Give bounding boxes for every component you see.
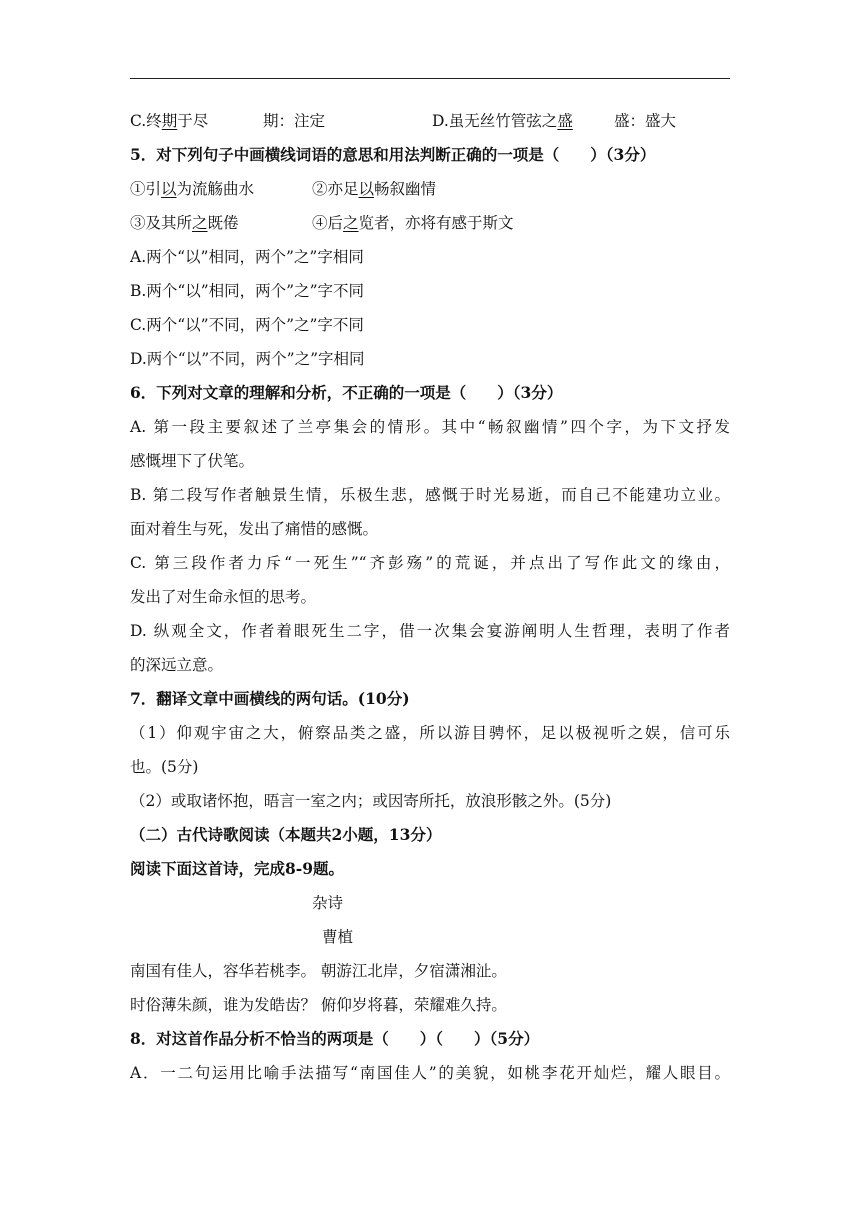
- q4-option-c-gloss: 期：注定: [263, 112, 326, 130]
- poem-line-2: 时俗薄朱颜，谁为发皓齿？ 俯仰岁将暮，荣耀难久持。: [130, 996, 507, 1014]
- option-text: D.虽无丝竹管弦之: [432, 112, 558, 130]
- q6-option-a-line2: 感慨埋下了伏笔。: [130, 452, 255, 470]
- q6-option-a-line1: A. 第一段主要叙述了兰亭集会的情形。其中“畅叙幽情”四个字，为下文抒发: [130, 418, 730, 436]
- q8-stem: 8．对这首作品分析不恰当的两项是（ ）（ ）（5分）: [130, 1029, 540, 1048]
- q6-option-b-line2: 面对着生与死，发出了痛惜的感慨。: [130, 520, 379, 538]
- q5-option-a: A.两个“以”相同，两个”之”字相同: [130, 248, 364, 266]
- q4-option-d-gloss: 盛：盛大: [614, 112, 677, 130]
- underlined-word: 期: [161, 112, 178, 130]
- q8-option-a: A．一二句运用比喻手法描写“南国佳人”的美貌，如桃李花开灿烂，耀人眼目。: [130, 1064, 730, 1082]
- section-heading: （二）古代诗歌阅读（本题共2小题，13分）: [130, 825, 442, 844]
- q6-option-c-line2: 发出了对生命永恒的思考。: [130, 588, 317, 606]
- sentence-text: ③及其所: [130, 214, 193, 232]
- sentence-text: ④后: [312, 214, 344, 232]
- option-text: C.终: [130, 112, 162, 130]
- underlined-word: 盛: [557, 112, 573, 130]
- section-instruction: 阅读下面这首诗，完成8-9题。: [130, 859, 345, 878]
- poem-title: 杂诗: [312, 894, 344, 912]
- q5-sentence-2: [312, 179, 436, 199]
- header-rule: [130, 78, 730, 79]
- underlined-word: 以: [358, 180, 375, 198]
- sentence-text: ①引: [130, 180, 162, 198]
- q7-item1-line2: 也。(5分): [130, 758, 199, 776]
- q6-option-d-line2: 的深远立意。: [130, 656, 224, 674]
- underlined-word: 之: [343, 214, 359, 232]
- poem-author: 曹植: [322, 928, 354, 946]
- q5-sentence-1: [130, 179, 254, 199]
- q5-option-b: B.两个“以”相同，两个”之”字不同: [130, 282, 365, 300]
- sentence-text: 览者，亦将有感于斯文: [358, 214, 514, 232]
- q6-option-b-line1: B. 第二段写作者触景生情，乐极生悲，感慨于时光易逝，而自己不能建功立业。: [130, 486, 730, 504]
- underlined-word: 以: [161, 180, 177, 198]
- q7-item2: （2）或取诸怀抱，晤言一室之内；或因寄所托，放浪形骸之外。(5分): [130, 792, 612, 810]
- q5-sentence-3: [130, 213, 239, 233]
- q6-stem: 6．下列对文章的理解和分析，不正确的一项是（ ）（3分）: [130, 383, 563, 402]
- sentence-text: 畅叙幽情: [374, 180, 437, 198]
- q5-option-c: C.两个“以”不同，两个”之”字不同: [130, 316, 364, 334]
- q5-stem: 5．对下列句子中画横线词语的意思和用法判断正确的一项是（ ）（3分）: [130, 145, 656, 164]
- q5-option-d: D.两个“以”不同，两个”之”字相同: [130, 350, 365, 368]
- q7-stem: 7．翻译文章中画横线的两句话。(10分): [130, 689, 410, 708]
- underlined-word: 之: [192, 214, 208, 232]
- q7-item1-line1: （1）仰观宇宙之大，俯察品类之盛，所以游目骋怀，足以极视听之娱，信可乐: [130, 724, 730, 742]
- q4-option-c: [130, 111, 208, 131]
- q6-option-c-line1: C. 第三段作者力斥“一死生”“齐彭殇”的荒诞，并点出了写作此文的缘由，: [130, 554, 730, 572]
- sentence-text: ②亦足: [312, 180, 359, 198]
- sentence-text: 既倦: [207, 214, 239, 232]
- poem-line-1: 南国有佳人，容华若桃李。 朝游江北岸，夕宿潇湘沚。: [130, 962, 507, 980]
- q4-option-d: [432, 111, 573, 131]
- option-text: 于尽: [177, 112, 209, 130]
- sentence-text: 为流觞曲水: [176, 180, 255, 198]
- q5-sentence-4: [312, 213, 514, 233]
- q6-option-d-line1: D. 纵观全文，作者着眼死生二字，借一次集会宴游阐明人生哲理，表明了作者: [130, 622, 730, 640]
